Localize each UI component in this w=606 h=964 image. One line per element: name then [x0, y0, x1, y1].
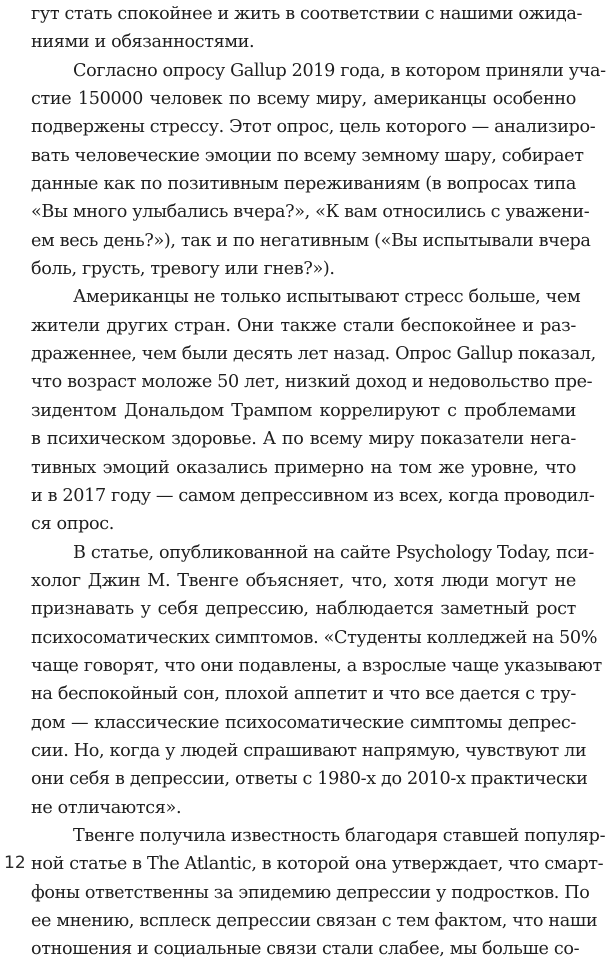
text-line: фоны ответственны за эпидемию депрессии у подростков. По: [31, 882, 590, 903]
text-line: не отличаются».: [31, 797, 182, 818]
paragraph: [31, 57, 606, 284]
text-line: ся опрос.: [31, 514, 115, 535]
text-line: «Вы много улыбались вчера?», «К вам относились с уважени-: [31, 202, 590, 223]
text-line: ее мнению, всплеск депрессии связан с тем фактом, что наши: [31, 911, 598, 931]
paragraph: [31, 822, 606, 964]
text-line: психосоматических симптомов. «Студенты колледжей на 50%: [31, 627, 598, 648]
text-line: сии. Но, когда у людей спрашивают напрямую, чувствуют ли: [31, 740, 587, 761]
text-line: Согласно опросу Gallup 2019 года, в котором приняли уча-: [73, 60, 606, 81]
text-line: боль, грусть, тревогу или гнев?»).: [31, 259, 335, 280]
text-line: жители других стран. Они также стали беспокойнее и раз-: [31, 315, 576, 336]
text-line: тивных эмоций оказались примерно на том же уровне, что: [31, 457, 576, 478]
paragraph: [31, 283, 596, 538]
text-line: Американцы не только испытывают стресс больше, чем: [73, 287, 581, 308]
text-line: ниями и обязанностями.: [31, 32, 255, 53]
text-line: гут стать спокойнее и жить в соответствии с нашими ожида-: [31, 4, 583, 24]
text-line: данные как по позитивным переживаниям (в вопросах типа: [31, 174, 576, 195]
text-line: В статье, опубликованной на сайте Psychology Today, пси-: [73, 542, 594, 563]
text-line: в психическом здоровье. А по всему миру показатели нега-: [31, 429, 576, 450]
text-line: холог Джин М. Твенге объясняет, что, хотя люди могут не: [31, 570, 576, 591]
text-line: признавать у себя депрессию, наблюдается заметный рост: [31, 599, 576, 620]
text-line: зидентом Дональдом Трампом коррелируют с проблемами: [31, 400, 576, 421]
text-line: они себя в депрессии, ответы с 1980-х до 2010-х практически: [31, 769, 588, 790]
text-line: драженнее, чем были десять лет назад. Опрос Gallup показал,: [31, 344, 596, 365]
paragraph: [31, 539, 602, 822]
text-line: дом — классические психосоматические симптомы депрес-: [31, 712, 576, 733]
text-line: Твенге получила известность благодаря ставшей популяр-: [73, 825, 606, 846]
paragraph: [31, 0, 583, 57]
text-line: и в 2017 году — самом депрессивном из всех, когда проводил-: [31, 485, 595, 506]
text-line: вать человеческие эмоции по всему земному шару, собирает: [31, 145, 584, 166]
page-text-column: [31, 0, 606, 964]
text-line: подвержены стрессу. Этот опрос, цель которого — анализиро-: [31, 117, 596, 138]
text-line: чаще говорят, что они подавлены, а взрослые чаще указывают: [31, 655, 602, 676]
text-line: что возраст моложе 50 лет, низкий доход и недовольство пре-: [31, 372, 593, 393]
text-line: на беспокойный сон, плохой аппетит и что все дается с тру-: [31, 684, 576, 705]
text-line: ной статье в The Atlantic, в которой она утверждает, что смарт-: [31, 854, 604, 875]
page-number: 12: [4, 853, 26, 873]
text-line: стие 150000 человек по всему миру, американцы особенно: [31, 89, 576, 110]
text-line: отношения и социальные связи стали слабее, мы больше со-: [31, 939, 580, 960]
text-line: ем весь день?»), так и по негативным («Вы испытывали вчера: [31, 230, 591, 251]
